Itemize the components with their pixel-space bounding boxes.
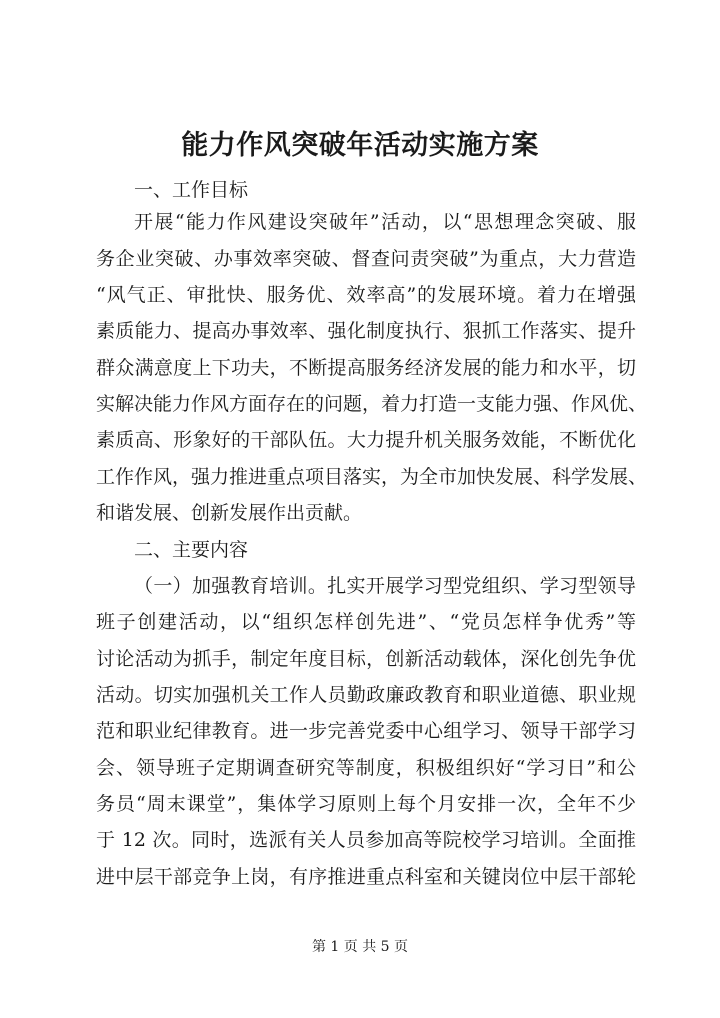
paragraph-line: 会、领导班子定期调查研究等制度，积极组织好“学习日”和公: [96, 757, 636, 779]
paragraph-line: 和谐发展、创新发展作出贡献。: [96, 502, 363, 524]
paragraph-line: 班子创建活动，以“组织怎样创先进”、“党员怎样争优秀”等: [96, 611, 636, 633]
paragraph-line: 开展“能力作风建设突破年”活动，以“思想理念突破、服: [134, 211, 636, 233]
paragraph-line: 范和职业纪律教育。进一步完善党委中心组学习、领导干部学习: [96, 720, 636, 742]
paragraph-line: 群众满意度上下功夫，不断提高服务经济发展的能力和水平，切: [96, 357, 636, 379]
paragraph-line: 讨论活动为抓手，制定年度目标，创新活动载体，深化创先争优: [96, 648, 636, 670]
paragraph-line: 进中层干部竞争上岗，有序推进重点科室和关键岗位中层干部轮: [96, 866, 636, 888]
page-footer: 第 1 页 共 5 页: [311, 939, 409, 955]
paragraph-line: 务员“周末课堂”，集体学习原则上每个月安排一次，全年不少: [96, 793, 636, 815]
paragraph-line: 务企业突破、办事效率突破、督查问责突破”为重点，大力营造: [96, 248, 636, 270]
section-heading: 二、主要内容: [134, 539, 249, 561]
paragraph-line: 活动。切实加强机关工作人员勤政廉政教育和职业道德、职业规: [96, 684, 636, 706]
paragraph-line: 实解决能力作风方面存在的问题，着力打造一支能力强、作风优、: [96, 393, 648, 415]
paragraph-line: 工作作风，强力推进重点项目落实，为全市加快发展、科学发展、: [96, 466, 648, 488]
section-heading: 一、工作目标: [134, 179, 249, 201]
document-title: 能力作风突破年活动实施方案: [181, 130, 539, 161]
paragraph-line: “风气正、审批快、服务优、效率高”的发展环境。着力在增强: [96, 284, 636, 306]
paragraph-line: （一）加强教育培训。扎实开展学习型党组织、学习型领导: [134, 575, 636, 597]
paragraph-line: 于 12 次。同时，选派有关人员参加高等院校学习培训。全面推: [96, 829, 636, 851]
paragraph-line: 素质能力、提高办事效率、强化制度执行、狠抓工作落实、提升: [96, 320, 636, 342]
paragraph-line: 素质高、形象好的干部队伍。大力提升机关服务效能，不断优化: [96, 429, 636, 451]
